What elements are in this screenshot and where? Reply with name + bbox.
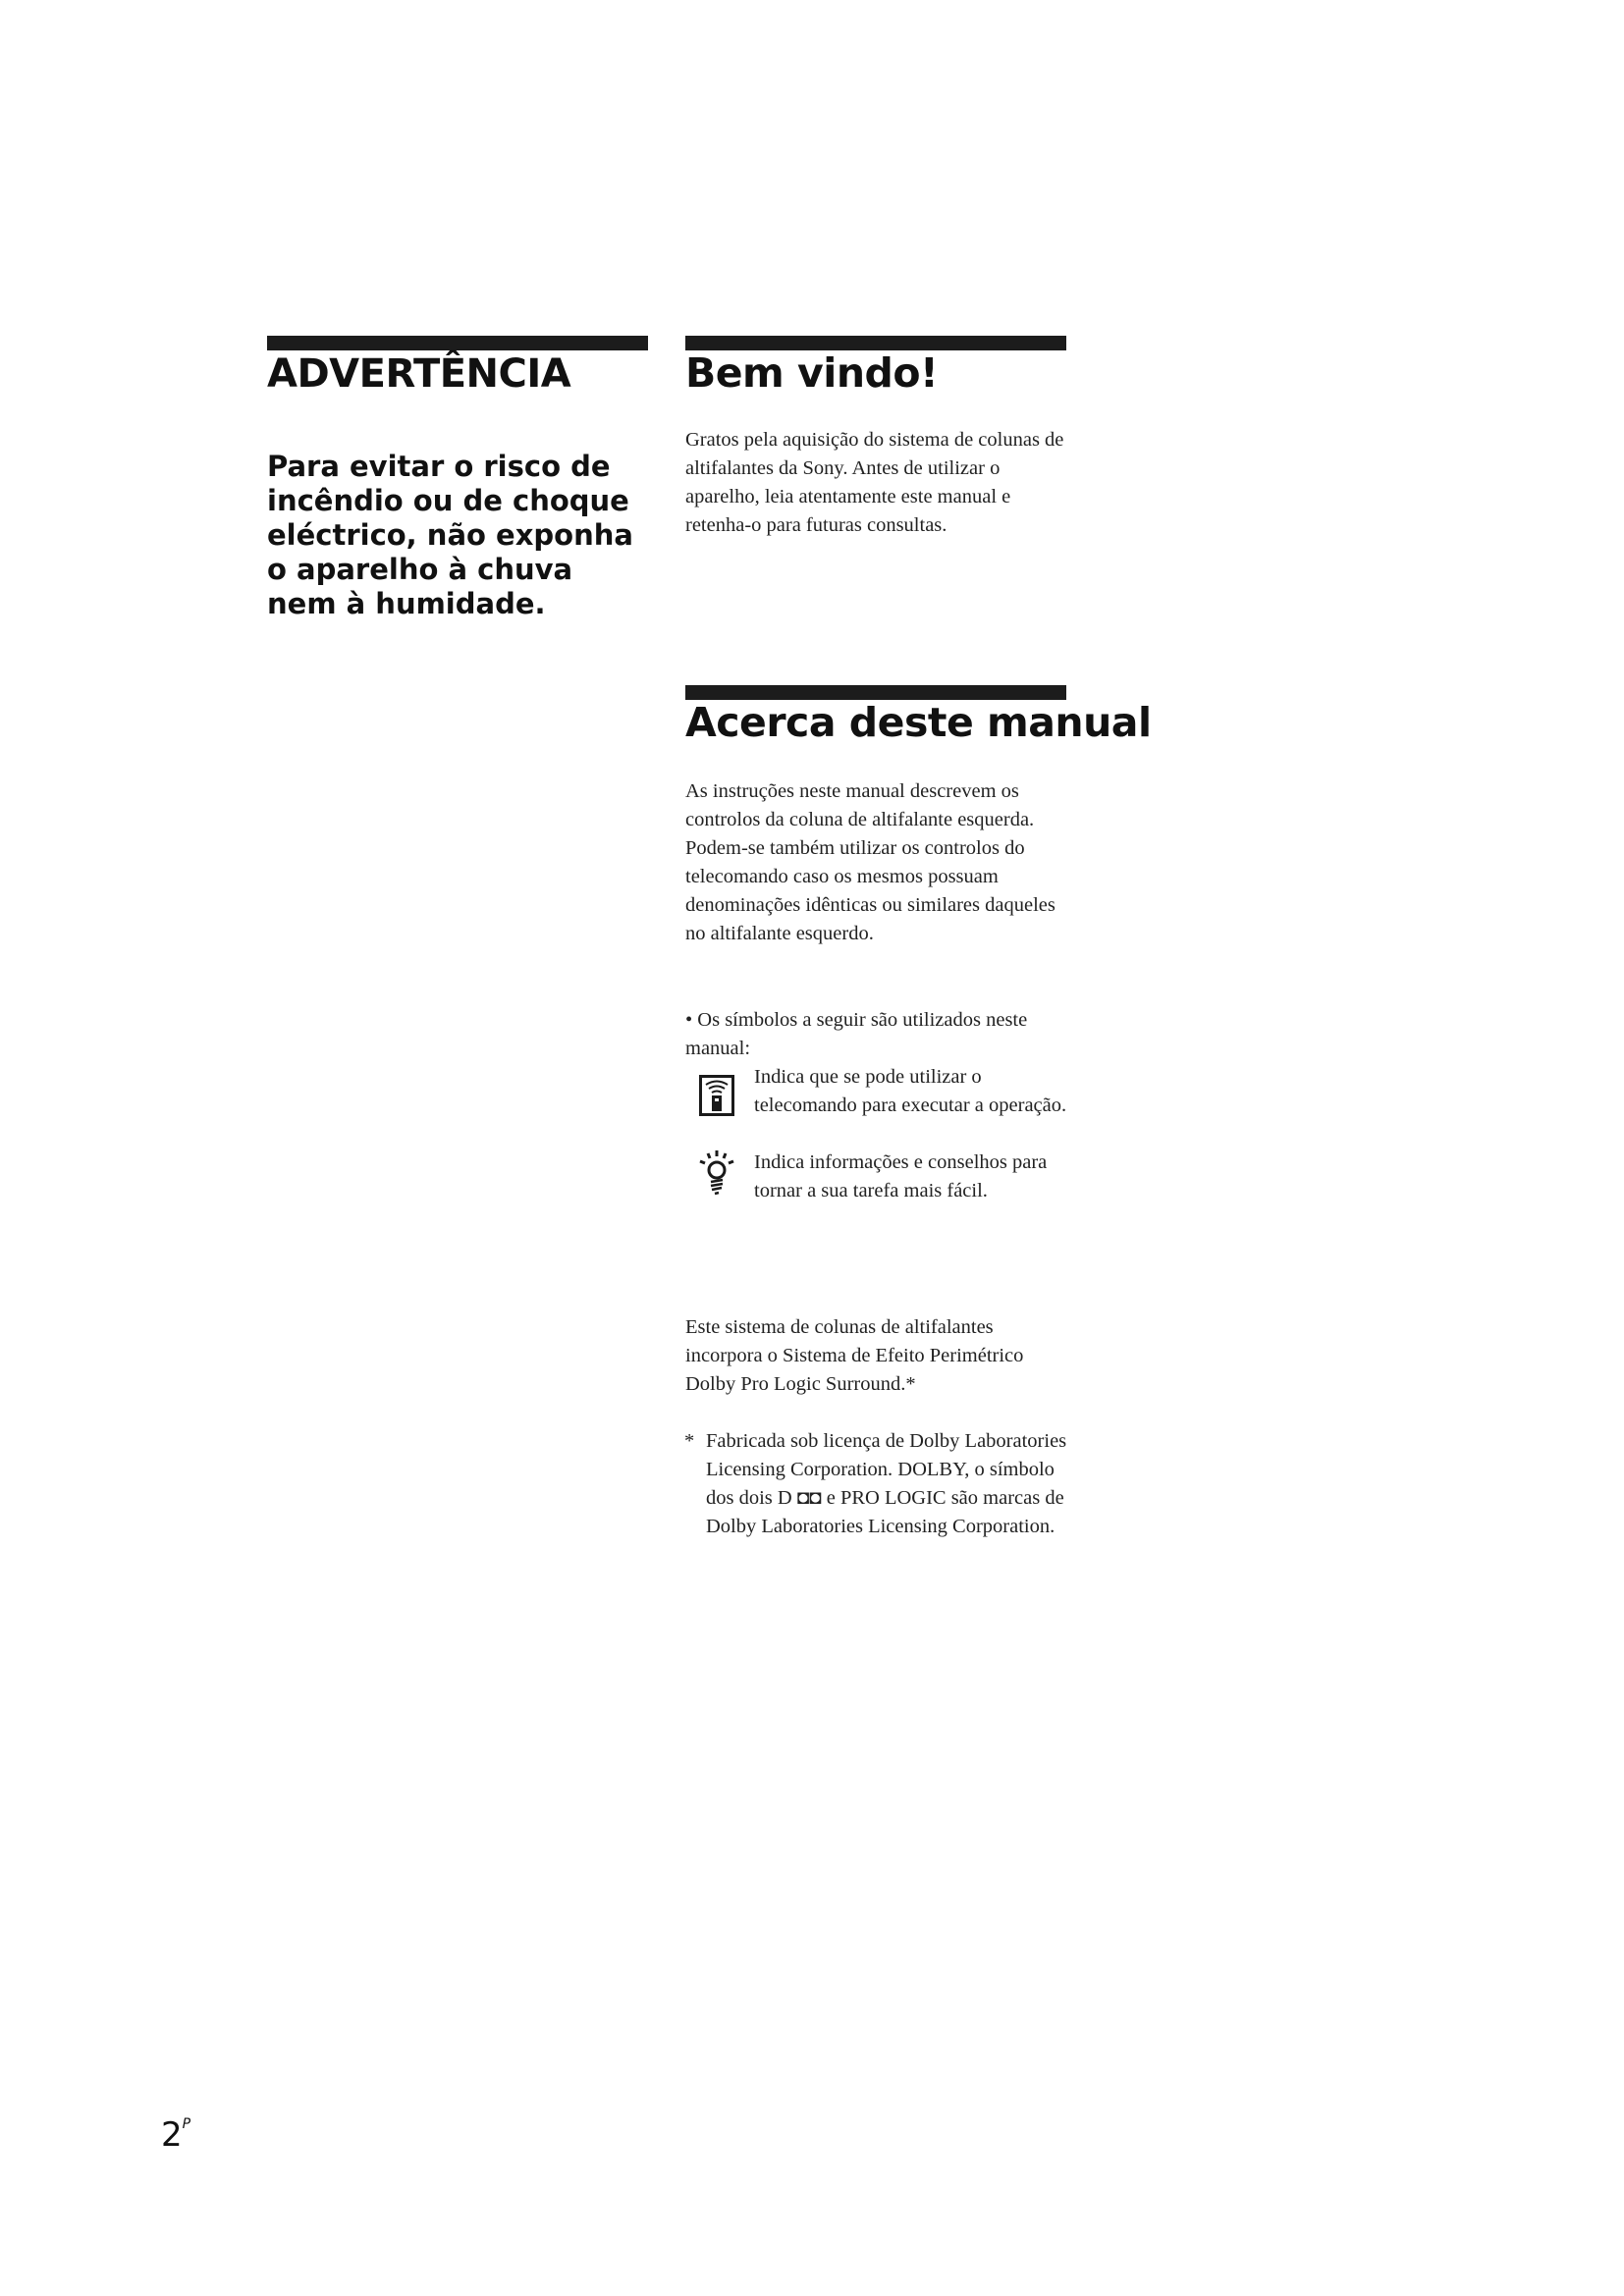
manual-title-rule xyxy=(685,685,1066,700)
symbols-bullet xyxy=(685,1006,1068,1063)
symbol-text-tip: Indica informações e conselhos para tornar a sua tarefa mais fácil. xyxy=(754,1151,1048,1201)
symbols-bullet-text: • Os símbolos a seguir são utilizados neste manual: xyxy=(685,1009,1028,1059)
footnote-text: Fabricada sob licença de Dolby Laboratories Licensing Corporation. DOLBY, o símbolo dos dois D ◘◘ e PRO LOGIC são marcas de Dolby Laboratories Licensing Corporation. xyxy=(706,1430,1067,1537)
symbol-row-remote xyxy=(695,1063,1078,1121)
welcome-title-rule xyxy=(685,336,1066,350)
warning-text: Para evitar o risco de incêndio ou de choque eléctrico, não exponha o aparelho à chuva nem à humidade. xyxy=(267,450,633,620)
manual-text: As instruções neste manual descrevem os controlos da coluna de altifalante esquerda. Podem-se também utilizar os controlos do telecomando caso os mesmos possuam denominações idênticas ou similares daqueles no altifalante esquerdo. xyxy=(685,780,1056,944)
page-number xyxy=(161,2115,190,2155)
footnote-marker: * xyxy=(684,1430,695,1452)
welcome-title: Bem vindo! xyxy=(685,349,939,397)
remote-control-icon xyxy=(695,1063,754,1121)
page-number-value: 2 xyxy=(161,2115,183,2155)
warning-title: ADVERTÊNCIA xyxy=(267,351,571,397)
warning-title-rule xyxy=(267,336,648,350)
symbol-row-tip xyxy=(695,1148,1078,1205)
dolby-footnote xyxy=(684,1427,1077,1541)
manual-title: Acerca deste manual xyxy=(685,699,1152,746)
dolby-text: Este sistema de colunas de altifalantes incorpora o Sistema de Efeito Perimétrico Dolby Pro Logic Surround.* xyxy=(685,1316,1024,1395)
symbol-text-remote: Indica que se pode utilizar o telecomando para executar a operação. xyxy=(754,1066,1067,1116)
page-number-suffix: P xyxy=(182,2116,191,2132)
welcome-text: Gratos pela aquisição do sistema de colunas de altifalantes da Sony. Antes de utilizar o aparelho, leia atentamente este manual e retenha-o para futuras consultas. xyxy=(685,429,1064,536)
light-bulb-icon xyxy=(695,1148,754,1202)
